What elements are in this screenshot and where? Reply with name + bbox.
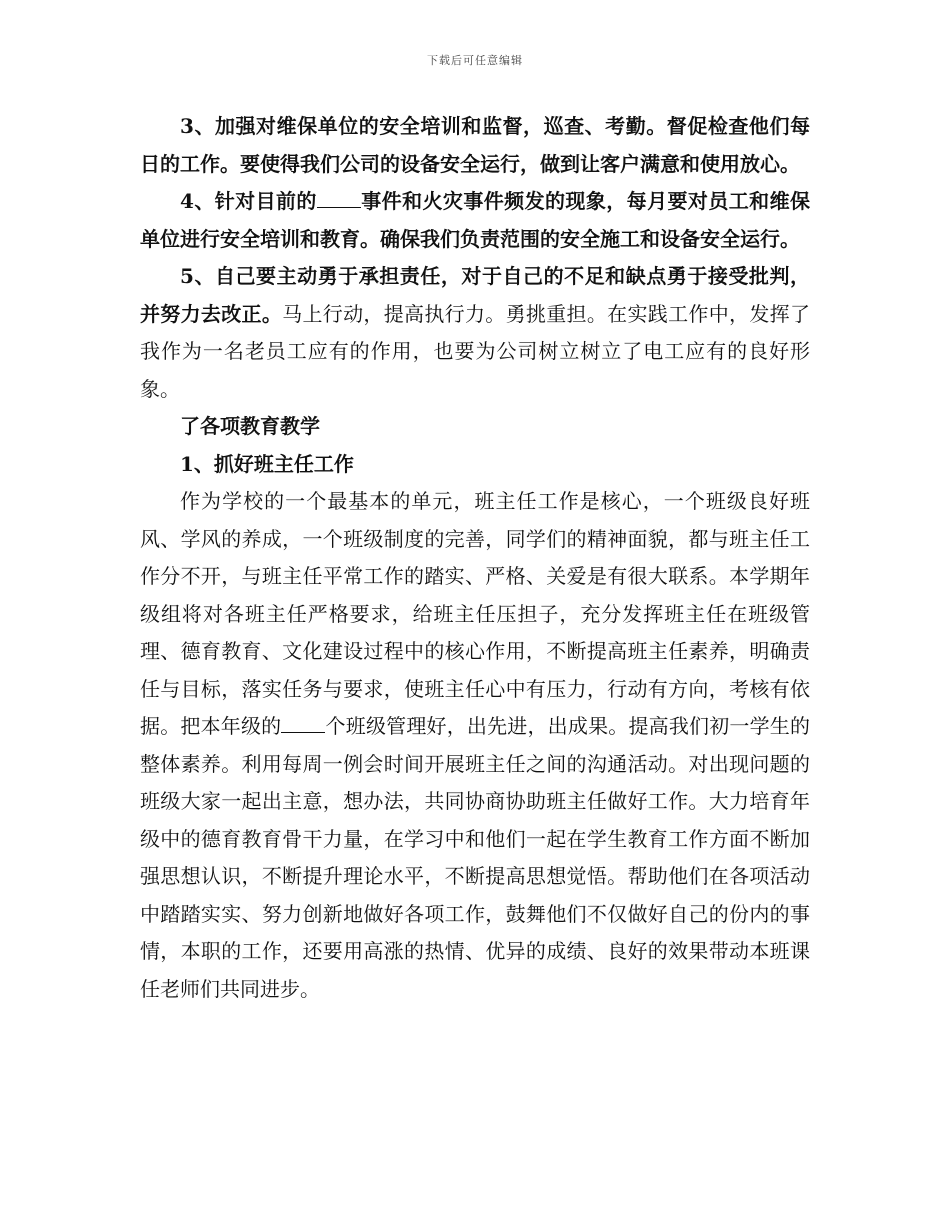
header-text: 下载后可任意编辑 [427,54,523,67]
teaching-body-end: 个班级管理好，出先进，出成果。提高我们初一学生的整体素养。利用每周一例会时间开展班主任之间的沟通活动。对出现问题的班级大家一起出主意，想办法，共同协商协助班主任做好工作。大力培育年级中的德育教育骨干力量，在学习中和他们一起在学生教育工作方面不断加强思想认识，不断提升理论水平，不断提高思想觉悟。帮助他们在各项活动中踏踏实实、努力创新地做好各项工作，鼓舞他们不仅做好自己的份内的事情，本职的工作，还要用高涨的热情、优异的成绩、良好的效果带动本班课任老师们共同进步。 [140,714,811,1001]
paragraph-item-4-end: 事件和火灾事件频发的现象，每月要对员工和维保单位进行安全培训和教育。确保我们负责范围的安全施工和设备安全运行。 [140,189,811,251]
paragraph-item-4 [140,183,810,258]
section-heading [140,408,810,446]
paragraph-item-4-start: 4、针对目前的 [180,189,317,213]
paragraph-item-3 [140,108,810,183]
paragraph-item-5-rest: 马上行动，提高执行力。勇挑重担。在实践工作中，发挥了我作为一名老员工应有的作用，也要为公司树立树立了电工应有的良好形象。 [140,301,810,401]
section-subheading-text: 1、抓好班主任工作 [180,451,354,476]
section-heading-text: 了各项教育教学 [180,414,320,438]
page-header [0,52,950,68]
paragraph-item-5 [140,258,810,408]
fill-in-blank [281,714,325,733]
teaching-body-start: 作为学校的一个最基本的单元，班主任工作是核心，一个班级良好班风、学风的养成，一个班级制度的完善，同学们的精神面貌，都与班主任工作分不开，与班主任平常工作的踏实、严格、关爱是有很大联系。本学期年级组将对各班主任严格要求，给班主任压担子，充分发挥班主任在班级管理、德育教育、文化建设过程中的核心作用，不断提高班主任素养，明确责任与目标，落实任务与要求，使班主任心中有压力，行动有方向，考核有依据。把本年级的 [140,489,810,738]
paragraph-item-5-bold: 5、自己要主动勇于承担责任，对于自己的不足和缺点勇于接受批判，并努力去改正。 [140,264,810,326]
section-subheading [140,446,810,484]
document-body [140,108,810,1008]
paragraph-item-3-text: 3、加强对维保单位的安全培训和监督，巡查、考勤。督促检查他们每日的工作。要使得我们公司的设备安全运行，做到让客户满意和使用放心。 [140,114,810,176]
teaching-body-paragraph [140,483,810,1008]
fill-in-blank [317,189,361,208]
